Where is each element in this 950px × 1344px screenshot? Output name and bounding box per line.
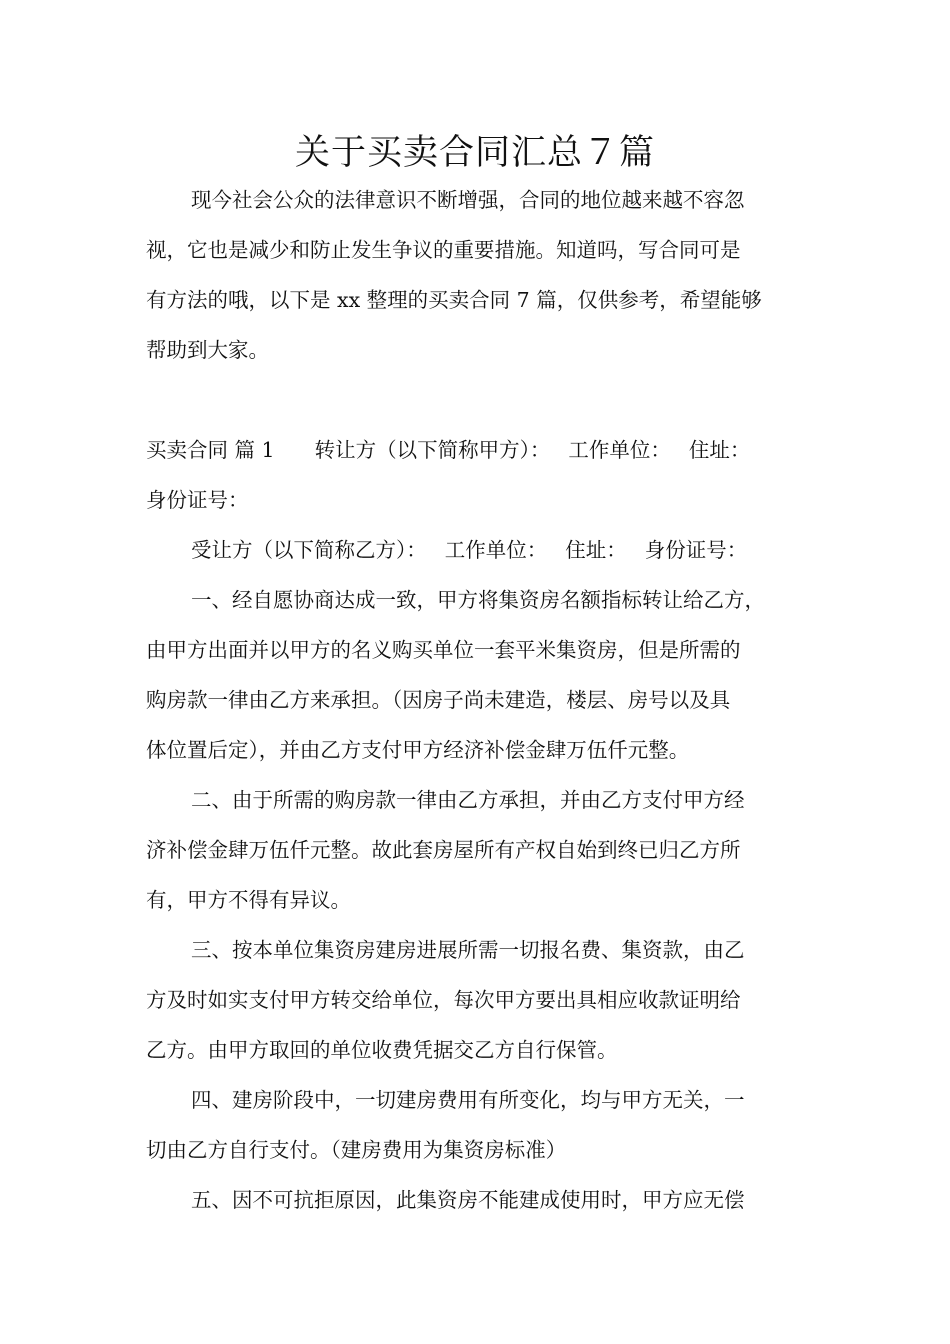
clause-line: 购房款一律由乙方来承担。（因房子尚未建造，楼层、房号以及具 xyxy=(146,688,731,712)
clause-line: 方及时如实支付甲方转交给单位，每次甲方要出具相应收款证明给 xyxy=(146,988,741,1012)
id-number-label: 身份证号： xyxy=(146,488,249,512)
clause-line: 三、按本单位集资房建房进展所需一切报名费、集资款，由乙 xyxy=(191,938,745,962)
address-label: 住址： xyxy=(688,438,751,462)
clause-line: 乙方。由甲方取回的单位收费凭据交乙方自行保管。 xyxy=(146,1038,618,1062)
clause-line: 四、建房阶段中，一切建房费用有所变化，均与甲方无关，一 xyxy=(191,1088,745,1112)
clause-line: 体位置后定），并由乙方支付甲方经济补偿金肆万伍仟元整。 xyxy=(146,738,690,762)
transferee-id-number-label: 身份证号： xyxy=(644,538,748,562)
clause-line: 一、经自愿协商达成一致，甲方将集资房名额指标转让给乙方， xyxy=(191,588,765,612)
intro-line: 现今社会公众的法律意识不断增强，合同的地位越来越不容忽 xyxy=(191,188,745,212)
transferor-label: 转让方（以下简称甲方）： xyxy=(314,438,551,462)
intro-line: 帮助到大家。 xyxy=(146,338,269,362)
intro-line: 视，它也是减少和防止发生争议的重要措施。知道吗，写合同可是 xyxy=(146,238,741,262)
clause-line: 有，甲方不得有异议。 xyxy=(146,888,351,912)
clause-line: 二、由于所需的购房款一律由乙方承担，并由乙方支付甲方经 xyxy=(191,788,745,812)
section-heading-line xyxy=(146,425,826,475)
section-heading: 买卖合同 篇 1 xyxy=(146,438,275,462)
transferee-label: 受让方（以下简称乙方）： xyxy=(191,538,427,562)
transferee-work-unit-label: 工作单位： xyxy=(444,538,548,562)
transferee-line xyxy=(191,525,871,575)
intro-line: 有方法的哦，以下是 xx 整理的买卖合同 7 篇，仅供参考，希望能够 xyxy=(146,288,762,312)
clause-line: 由甲方出面并以甲方的名义购买单位一套平米集资房，但是所需的 xyxy=(146,638,741,662)
work-unit-label: 工作单位： xyxy=(568,438,671,462)
document-title: 关于买卖合同汇总７篇 xyxy=(294,133,655,173)
transferee-address-label: 住址： xyxy=(565,538,627,562)
clause-line: 切由乙方自行支付。（建房费用为集资房标准） xyxy=(146,1138,567,1162)
clause-line: 济补偿金肆万伍仟元整。故此套房屋所有产权自始到终已归乙方所 xyxy=(146,838,741,862)
clause-line: 五、因不可抗拒原因，此集资房不能建成使用时，甲方应无偿 xyxy=(191,1188,745,1212)
